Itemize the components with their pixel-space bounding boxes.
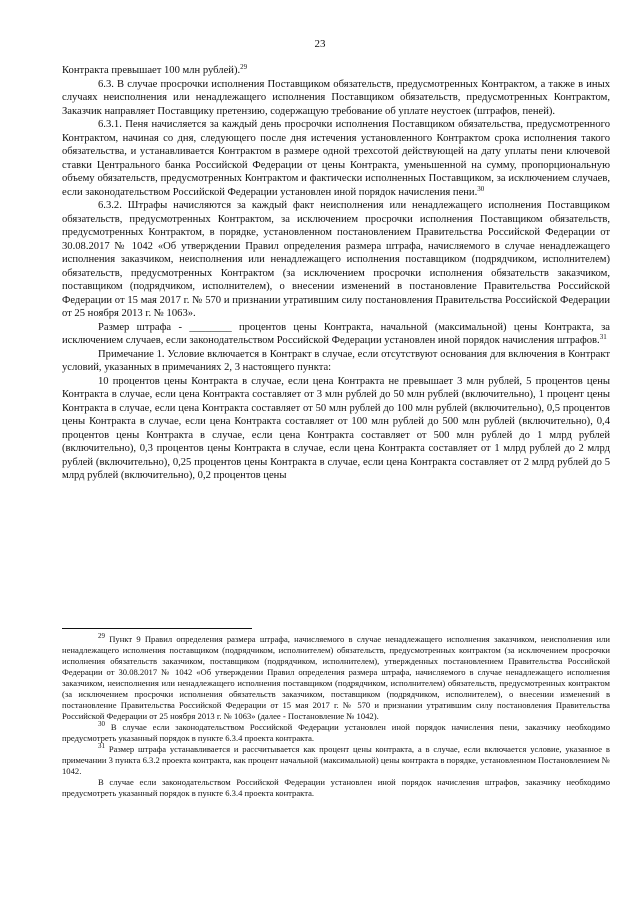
footnote-31-continued: В случае если законодательством Российской Федерации установлен иной порядок начисления штрафов, заказчику необходимо предусмотреть указанный порядок в пункте 6.3.4 проекта контракта.	[62, 777, 610, 798]
footnote-31: $^{31}$ Размер штрафа устанавливается и рассчитывается как процент цены контракта, а в случае, если включается условие, указанное в примечании 3 пункта 6.3.2 проекта контракта, как процент начальной (максимальной) цены контракта в порядке, установленном Постановлением № 1042.	[62, 742, 610, 776]
page-number: 23	[314, 38, 326, 50]
footnotes	[62, 634, 610, 799]
paragraph-fine-size: Размер штрафа - ________ процентов цены Контракта, начальной (максимальной) цены Контракта, за исключением случаев, если законодательством Российской Федерации установлен иной порядок начисления штрафов.$^{31}$	[62, 321, 610, 346]
footnote-separator	[62, 628, 252, 629]
paragraph-continuation: Контракта превышает 100 млн рублей).$^{29}$	[62, 63, 248, 76]
footnote-30: $^{30}$ В случае если законодательством Российской Федерации установлен иной порядок начисления пени, заказчику необходимо предусмотреть указанный порядок в пункте 6.3.4 проекта контракта.	[62, 720, 610, 743]
footnote-ref-30[interactable]: 30	[477, 184, 485, 193]
paragraph-6-3-1: 6.3.1. Пеня начисляется за каждый день просрочки исполнения Поставщиком обязательства, предусмотренного Контрактом, начиная со дня, следующего после дня истечения установленного Контрактом срока исполнения такого обязательства, и устанавливается Контрактом в размере одной трехсотой действующей на дату уплаты пени ключевой ставки Центрального банка Российской Федерации от цены Контракта, уменьшенной на сумму, пропорциональную объему обязательств, предусмотренных Контрактом и фактически исполненных Поставщиком, за исключением случаев, если законодательством Российской Федерации установлен иной порядок начисления пени.$^{30}$	[62, 119, 610, 198]
paragraph-6-3: 6.3. В случае просрочки исполнения Поставщиком обязательств, предусмотренных Контрактом, а также в иных случаях неисполнения или ненадлежащего исполнения Поставщиком обязательств, предусмотренных Контрактом, Заказчик направляет Поставщику претензию, содержащую требование об уплате неустоек (штрафов, пеней).	[62, 78, 610, 117]
paragraph-percent-scale: 10 процентов цены Контракта в случае, если цена Контракта не превышает 3 млн рублей, 5 процентов цены Контракта в случае, если цена Контракта составляет от 3 млн рублей до 50 млн рублей (включительно), 1 процент цены Контракта в случае, если цена Контракта составляет от 50 млн рублей до 100 млн рублей (включительно), 0,5 процентов цены Контракта в случае, если цена Контракта составляет от 100 млн рублей до 500 млн рублей (включительно), 0,4 процентов цены Контракта в случае, если цена Контракта составляет от 500 млн рублей до 1 млрд рублей (включительно), 0,3 процентов цены Контракта в случае, если цена Контракта составляет от 1 млрд рублей до 2 млрд рублей (включительно), 0,25 процентов цены Контракта в случае, если цена Контракта составляет от 2 млрд рублей до 5 млрд рублей (включительно), 0,2 процентов цены	[62, 375, 610, 481]
footnote-29: $^{29}$ Пункт 9 Правил определения размера штрафа, начисляемого в случае ненадлежащего исполнения заказчиком, неисполнения или ненадлежащего исполнения поставщиком (подрядчиком, исполнителем) обязательств, предусмотренных контрактом (за исключением просрочки исполнения обязательств заказчиком, поставщиком (подрядчиком, исполнителем), утвержденных постановлением Правительства Российской Федерации от 30.08.2017 № 1042 «Об утверждении Правил определения размера штрафа, начисляемого в случае ненадлежащего исполнения заказчиком, неисполнения или ненадлежащего исполнения поставщиком (подрядчиком, исполнителем) обязательств, предусмотренных контрактом (за исключением просрочки исполнения обязательств заказчиком, поставщиком (подрядчиком, исполнителем), о внесении изменений в постановление Правительства Российской Федерации от 15 мая 2017 г. № 570 и признании утратившим силу постановления Правительства Российской Федерации от 25 ноября 2013 г. № 1063» (далее - Постановление № 1042).	[62, 632, 610, 721]
footnote-ref-31[interactable]: 31	[599, 333, 607, 341]
body-text	[62, 64, 610, 483]
paragraph-6-3-2: 6.3.2. Штрафы начисляются за каждый факт неисполнения или ненадлежащего исполнения Поставщиком обязательств, предусмотренных Контрактом, за исключением просрочки исполнения Поставщиком обязательств, предусмотренных Контрактом, в порядке, установленном постановлением Правительства Российской Федерации от 30.08.2017 № 1042 «Об утверждении Правил определения размера штрафа, начисляемого в случае ненадлежащего исполнения заказчиком, неисполнения или ненадлежащего исполнения поставщиком (подрядчиком, исполнителем) обязательств, предусмотренных Контрактом (за исключением просрочки исполнения обязательств заказчиком, поставщиком (подрядчиком, исполнителем), о внесении изменений в постановление Правительства Российской Федерации от 15 мая 2017 г. № 570 и признании утратившим силу постановления Правительства Российской Федерации от 25 ноября 2013 г. № 1063».	[62, 200, 610, 319]
paragraph-note-1: Примечание 1. Условие включается в Контракт в случае, если отсутствуют основания для включения в Контракт условий, указанных в примечаниях 2, 3 настоящего пункта:	[62, 348, 610, 373]
footnote-ref-29[interactable]: 29	[240, 63, 248, 71]
